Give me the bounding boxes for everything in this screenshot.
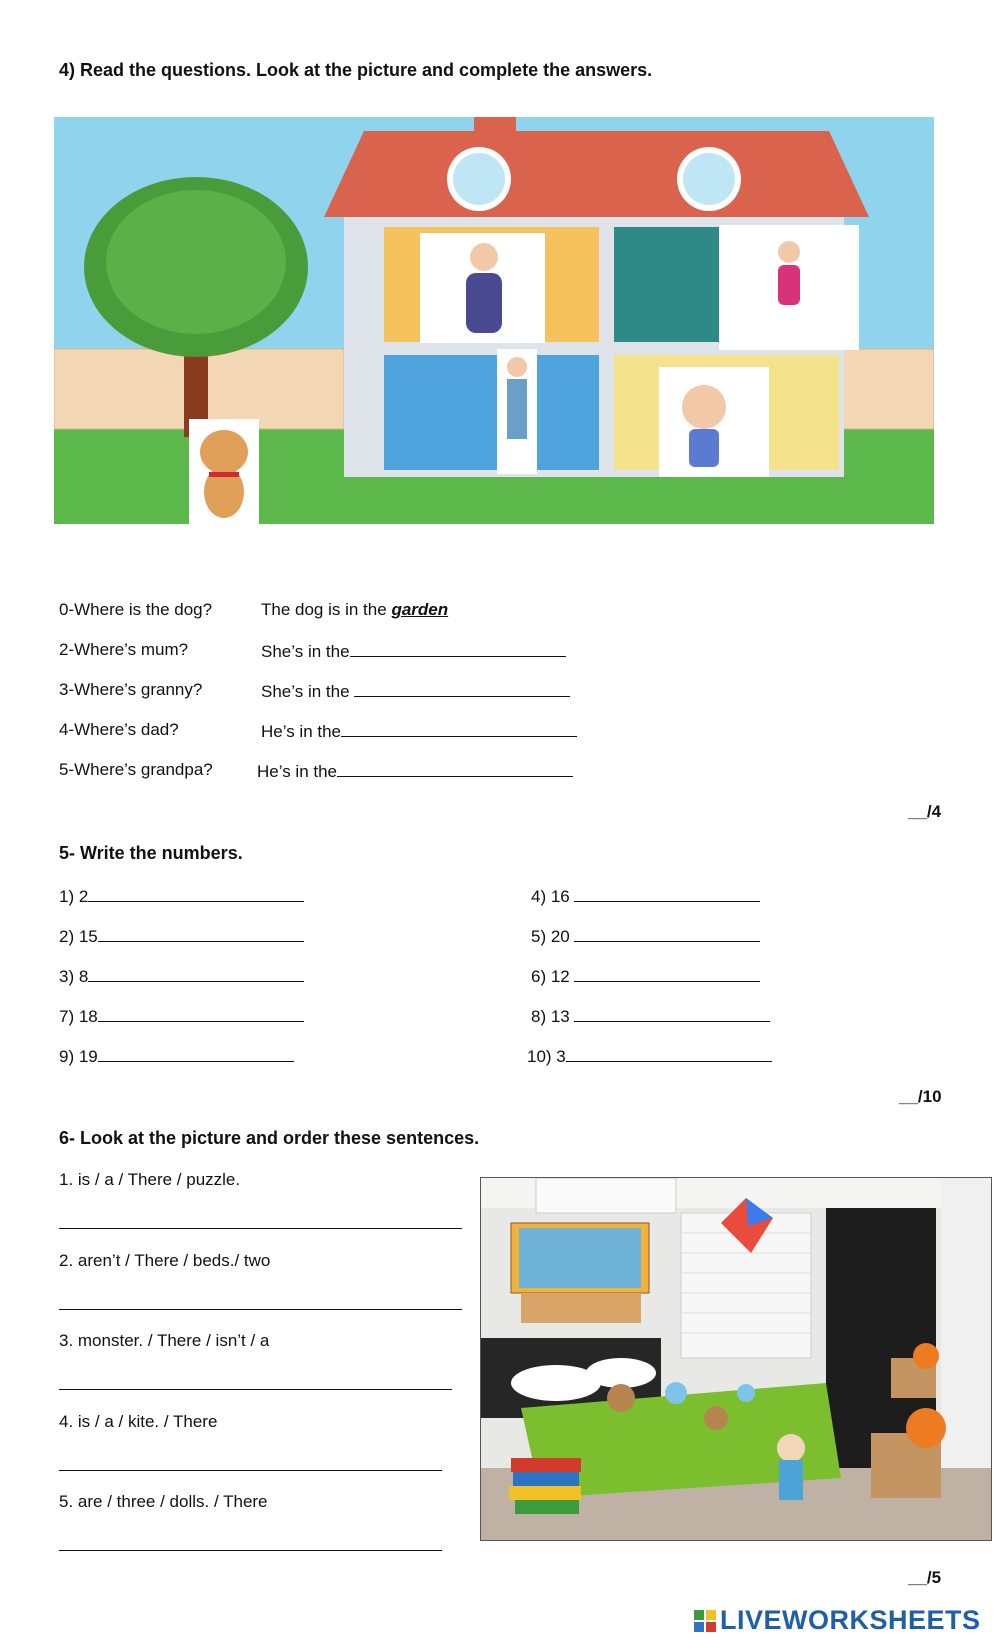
number-blank-3[interactable] <box>88 965 304 982</box>
answer-5 <box>257 760 573 782</box>
number-label-2: 2) 15 <box>59 927 98 946</box>
house-picture <box>54 117 934 524</box>
logo-icon <box>694 1610 716 1632</box>
number-blank-7[interactable] <box>98 1005 304 1022</box>
number-item-7 <box>59 1005 304 1027</box>
question-0: 0-Where is the dog? <box>59 600 213 619</box>
number-blank-1[interactable] <box>88 885 304 902</box>
number-item-4 <box>531 885 760 907</box>
question-4: 4-Where’s dad? <box>59 720 179 739</box>
number-label-10: 10) 3 <box>527 1047 566 1066</box>
number-label-5: 5) 20 <box>531 927 570 946</box>
bedroom-picture <box>480 1177 992 1541</box>
sentence-1-answer-line[interactable] <box>59 1228 462 1229</box>
answer-4 <box>261 720 577 742</box>
sentence-4: 4. is / a / kite. / There <box>59 1412 218 1431</box>
sentence-3: 3. monster. / There / isn’t / a <box>59 1331 270 1350</box>
section4-score: __/4 <box>908 802 942 821</box>
number-blank-2[interactable] <box>98 925 304 942</box>
question-2: 2-Where’s mum? <box>59 640 189 659</box>
number-blank-8[interactable] <box>574 1005 770 1022</box>
number-label-3: 3) 8 <box>59 967 89 986</box>
bedroom-illustration <box>481 1178 991 1540</box>
answer-3 <box>261 680 570 702</box>
sentence-3-answer-line[interactable] <box>59 1389 452 1390</box>
logo-text: LIVEWORKSHEETS <box>720 1605 981 1635</box>
answer-5-blank[interactable] <box>337 760 573 777</box>
answer-5-prefix: He’s in the <box>257 762 338 781</box>
number-blank-9[interactable] <box>98 1045 294 1062</box>
house-illustration <box>54 117 934 524</box>
number-item-9 <box>59 1045 294 1067</box>
section6-score: __/5 <box>908 1568 942 1587</box>
number-label-9: 9) 19 <box>59 1047 98 1066</box>
number-label-8: 8) 13 <box>531 1007 570 1026</box>
answer-2-blank[interactable] <box>350 640 566 657</box>
section5-heading: 5- Write the numbers. <box>59 843 243 863</box>
section6-heading: 6- Look at the picture and order these sentences. <box>59 1128 480 1148</box>
answer-0-prefix: The dog is in the <box>261 600 387 619</box>
number-item-3 <box>59 965 304 987</box>
answer-0 <box>261 600 448 620</box>
number-blank-10[interactable] <box>566 1045 772 1062</box>
section5-score: __/10 <box>899 1087 942 1106</box>
number-item-1 <box>59 885 304 907</box>
number-label-7: 7) 18 <box>59 1007 98 1026</box>
sentence-5-answer-line[interactable] <box>59 1550 442 1551</box>
number-blank-6[interactable] <box>574 965 760 982</box>
number-item-10 <box>527 1045 772 1067</box>
number-label-4: 4) 16 <box>531 887 570 906</box>
answer-2 <box>261 640 566 662</box>
number-blank-4[interactable] <box>574 885 760 902</box>
number-item-8 <box>531 1005 770 1027</box>
number-item-2 <box>59 925 304 947</box>
number-item-5 <box>531 925 760 947</box>
answer-4-prefix: He’s in the <box>261 722 342 741</box>
sentence-2-answer-line[interactable] <box>59 1309 462 1310</box>
answer-2-prefix: She’s in the <box>261 642 350 661</box>
sentence-4-answer-line[interactable] <box>59 1470 442 1471</box>
number-label-6: 6) 12 <box>531 967 570 986</box>
number-item-6 <box>531 965 760 987</box>
section4-heading: 4) Read the questions. Look at the picture and complete the answers. <box>59 60 653 80</box>
answer-3-prefix: She’s in the <box>261 682 350 701</box>
sentence-1: 1. is / a / There / puzzle. <box>59 1170 241 1189</box>
answer-4-blank[interactable] <box>341 720 577 737</box>
sentence-5: 5. are / three / dolls. / There <box>59 1492 268 1511</box>
question-3: 3-Where’s granny? <box>59 680 203 699</box>
liveworksheets-logo <box>694 1605 981 1636</box>
sentence-2: 2. aren’t / There / beds./ two <box>59 1251 271 1270</box>
question-5: 5-Where’s grandpa? <box>59 760 213 779</box>
number-label-1: 1) 2 <box>59 887 89 906</box>
answer-0-value: garden <box>391 600 449 619</box>
answer-3-blank[interactable] <box>354 680 570 697</box>
number-blank-5[interactable] <box>574 925 760 942</box>
